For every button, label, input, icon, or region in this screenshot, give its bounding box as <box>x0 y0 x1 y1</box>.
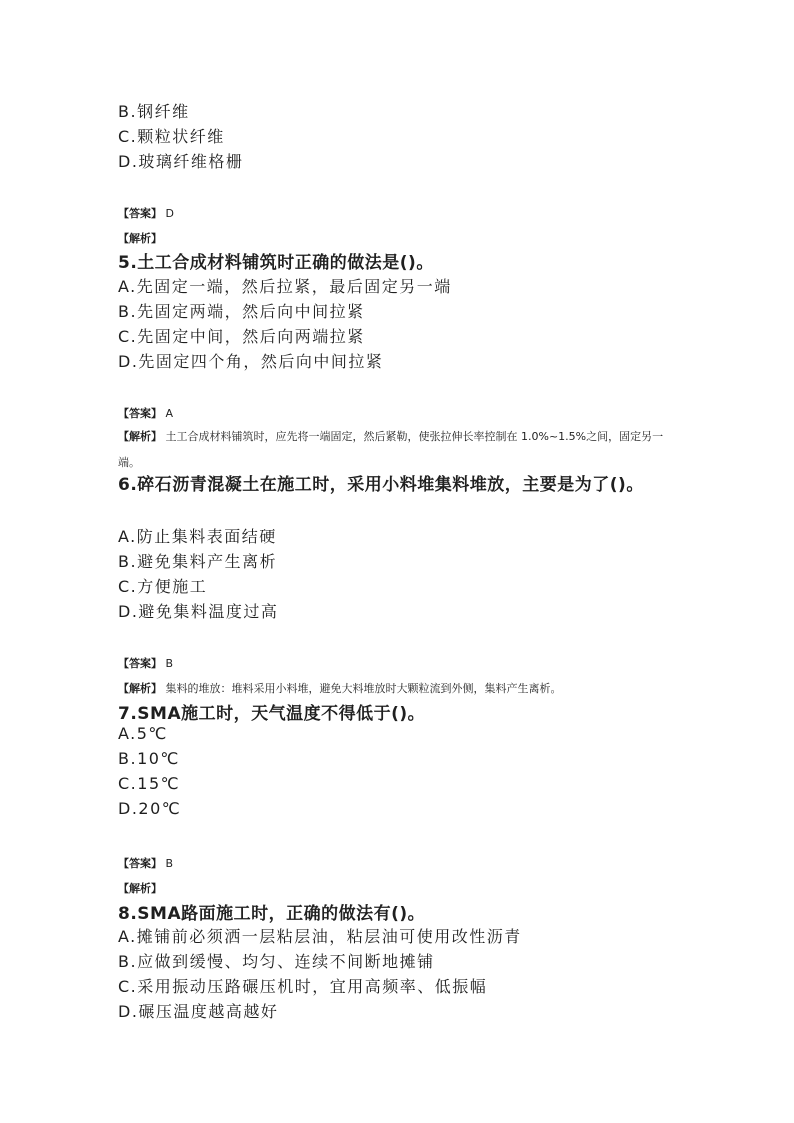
option-b: B.钢纤维 <box>118 102 190 121</box>
q8-option-a: A.摊铺前必须洒一层粘层油，粘层油可使用改性沥青 <box>118 927 522 946</box>
explanation-tag: 【解析】 <box>118 882 162 895</box>
explanation-line <box>118 230 162 246</box>
explanation-tag: 【解析】 <box>118 682 162 695</box>
q5-option-b: B.先固定两端，然后向中间拉紧 <box>118 302 365 321</box>
question-8: 8.SMA路面施工时，正确的做法有()。 <box>118 904 426 924</box>
answer-tag: 【答案】 <box>118 857 162 870</box>
option-d: D.玻璃纤维格栅 <box>118 152 244 171</box>
q6-option-c: C.方便施工 <box>118 577 208 596</box>
answer-tag: 【答案】 <box>118 407 162 420</box>
question-6: 6.碎石沥青混凝土在施工时，采用小料堆集料堆放，主要是为了()。 <box>118 475 644 495</box>
q7-option-b: B.10℃ <box>118 749 180 768</box>
q5-explanation-text: 土工合成材料铺筑时，应先将一端固定，然后紧勒，使张拉伸长率控制在 1.0%~1.5%之间，固定另一端。 <box>118 430 664 469</box>
q5-answer-line <box>118 405 173 421</box>
q8-option-c: C.采用振动压路碾压机时，宜用高频率、低振幅 <box>118 977 488 996</box>
q5-option-a: A.先固定一端，然后拉紧，最后固定另一端 <box>118 277 452 296</box>
q6-explanation <box>118 680 562 696</box>
q7-explanation <box>118 880 162 896</box>
q8-option-d: D.碾压温度越高越好 <box>118 1002 279 1021</box>
answer-line <box>118 205 174 221</box>
option-c: C.颗粒状纤维 <box>118 127 225 146</box>
q7-option-c: C.15℃ <box>118 774 181 793</box>
q5-option-c: C.先固定中间，然后向两端拉紧 <box>118 327 365 346</box>
question-5: 5.土工合成材料铺筑时正确的做法是()。 <box>118 253 434 273</box>
q7-option-a: A.5℃ <box>118 724 168 743</box>
explanation-tag: 【解析】 <box>118 232 162 245</box>
explanation-tag: 【解析】 <box>118 430 162 443</box>
q6-answer-value: B <box>165 657 174 670</box>
q7-option-d: D.20℃ <box>118 799 182 818</box>
q6-option-d: D.避免集料温度过高 <box>118 602 279 621</box>
q7-answer-value: B <box>165 857 174 870</box>
q6-answer-line <box>118 655 173 671</box>
answer-tag: 【答案】 <box>118 657 162 670</box>
question-7: 7.SMA施工时，天气温度不得低于()。 <box>118 704 426 724</box>
q6-option-b: B.避免集料产生离析 <box>118 552 278 571</box>
answer-value: D <box>165 207 174 220</box>
q7-answer-line <box>118 855 173 871</box>
q5-explanation <box>118 424 678 476</box>
answer-tag: 【答案】 <box>118 207 162 220</box>
q5-option-d: D.先固定四个角，然后向中间拉紧 <box>118 352 384 371</box>
q5-answer-value: A <box>165 407 174 420</box>
q8-option-b: B.应做到缓慢、均匀、连续不间断地摊铺 <box>118 952 435 971</box>
q6-explanation-text: 集料的堆放：堆料采用小料堆，避免大料堆放时大颗粒流到外侧，集料产生离析。 <box>165 682 562 695</box>
q6-option-a: A.防止集料表面结硬 <box>118 527 277 546</box>
